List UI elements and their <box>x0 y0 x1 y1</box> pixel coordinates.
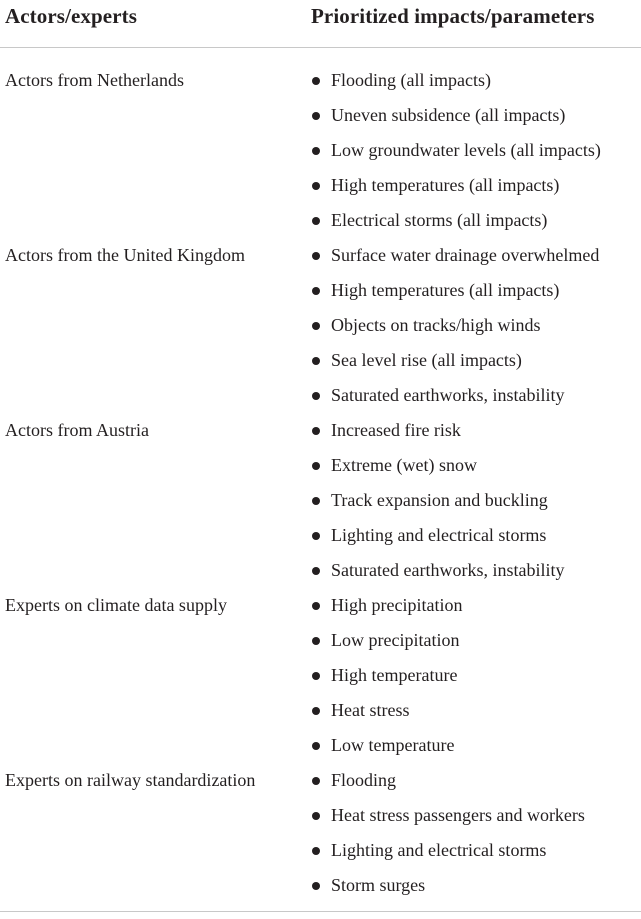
bullet-icon <box>312 392 320 400</box>
impact-text: Increased fire risk <box>331 420 461 440</box>
impact-list <box>311 413 641 588</box>
list-item <box>311 693 641 728</box>
header-prioritized-impacts: Prioritized impacts/parameters <box>311 4 595 28</box>
bullet-icon <box>312 567 320 575</box>
list-item <box>311 63 641 98</box>
impact-text: Electrical storms (all impacts) <box>331 210 548 230</box>
list-item <box>311 378 641 413</box>
impact-text: Uneven subsidence (all impacts) <box>331 105 566 125</box>
impact-text: Surface water drainage overwhelmed <box>331 245 600 265</box>
bullet-icon <box>312 637 320 645</box>
bullet-icon <box>312 602 320 610</box>
impact-list <box>311 63 641 238</box>
bullet-icon <box>312 252 320 260</box>
bullet-icon <box>312 287 320 295</box>
bullet-icon <box>312 217 320 225</box>
impact-text: Flooding (all impacts) <box>331 70 491 90</box>
impact-list <box>311 588 641 763</box>
list-item <box>311 308 641 343</box>
bullet-icon <box>312 882 320 890</box>
list-item <box>311 273 641 308</box>
impact-text: Heat stress <box>331 700 410 720</box>
bullet-icon <box>312 77 320 85</box>
table-row-group <box>0 63 641 238</box>
actor-label: Experts on climate data supply <box>5 595 227 615</box>
impact-list <box>311 763 641 903</box>
table-row-group <box>0 763 641 903</box>
impact-text: Track expansion and buckling <box>331 490 548 510</box>
impact-text: High temperatures (all impacts) <box>331 175 560 195</box>
table-header <box>0 0 641 48</box>
list-item <box>311 658 641 693</box>
list-item <box>311 133 641 168</box>
impact-text: Low precipitation <box>331 630 460 650</box>
impact-text: High temperature <box>331 665 458 685</box>
impact-text: Flooding <box>331 770 397 790</box>
bullet-icon <box>312 532 320 540</box>
list-item <box>311 413 641 448</box>
impact-text: Low groundwater levels (all impacts) <box>331 140 601 160</box>
bullet-icon <box>312 112 320 120</box>
list-item <box>311 833 641 868</box>
table-row-group <box>0 588 641 763</box>
list-item <box>311 168 641 203</box>
list-item <box>311 728 641 763</box>
table-body <box>0 48 641 903</box>
list-item <box>311 203 641 238</box>
bullet-icon <box>312 672 320 680</box>
bullet-icon <box>312 847 320 855</box>
header-actors-experts: Actors/experts <box>5 4 138 28</box>
impact-text: Saturated earthworks, instability <box>331 560 565 580</box>
list-item <box>311 448 641 483</box>
list-item <box>311 553 641 588</box>
impact-text: Extreme (wet) snow <box>331 455 477 475</box>
list-item <box>311 518 641 553</box>
table-row-group <box>0 413 641 588</box>
actor-label: Experts on railway standardization <box>5 770 256 790</box>
list-item <box>311 588 641 623</box>
impact-text: Saturated earthworks, instability <box>331 385 565 405</box>
bullet-icon <box>312 462 320 470</box>
impact-text: Heat stress passengers and workers <box>331 805 585 825</box>
actor-label: Actors from the United Kingdom <box>5 245 245 265</box>
impact-text: Low temperature <box>331 735 455 755</box>
bullet-icon <box>312 742 320 750</box>
bullet-icon <box>312 812 320 820</box>
impact-text: Objects on tracks/high winds <box>331 315 541 335</box>
list-item <box>311 623 641 658</box>
list-item <box>311 798 641 833</box>
impact-text: Storm surges <box>331 875 426 895</box>
impact-text: High precipitation <box>331 595 463 615</box>
impact-list <box>311 238 641 413</box>
bullet-icon <box>312 497 320 505</box>
list-item <box>311 238 641 273</box>
impact-text: Lighting and electrical storms <box>331 840 547 860</box>
bullet-icon <box>312 147 320 155</box>
table-bottom-rule <box>0 911 641 912</box>
table-row-group <box>0 238 641 413</box>
bullet-icon <box>312 707 320 715</box>
actor-label: Actors from Austria <box>5 420 149 440</box>
impact-text: Sea level rise (all impacts) <box>331 350 522 370</box>
impact-text: Lighting and electrical storms <box>331 525 547 545</box>
bullet-icon <box>312 182 320 190</box>
list-item <box>311 868 641 903</box>
list-item <box>311 763 641 798</box>
list-item <box>311 343 641 378</box>
bullet-icon <box>312 427 320 435</box>
list-item <box>311 98 641 133</box>
bullet-icon <box>312 777 320 785</box>
impact-text: High temperatures (all impacts) <box>331 280 560 300</box>
actor-label: Actors from Netherlands <box>5 70 184 90</box>
list-item <box>311 483 641 518</box>
bullet-icon <box>312 357 320 365</box>
bullet-icon <box>312 322 320 330</box>
